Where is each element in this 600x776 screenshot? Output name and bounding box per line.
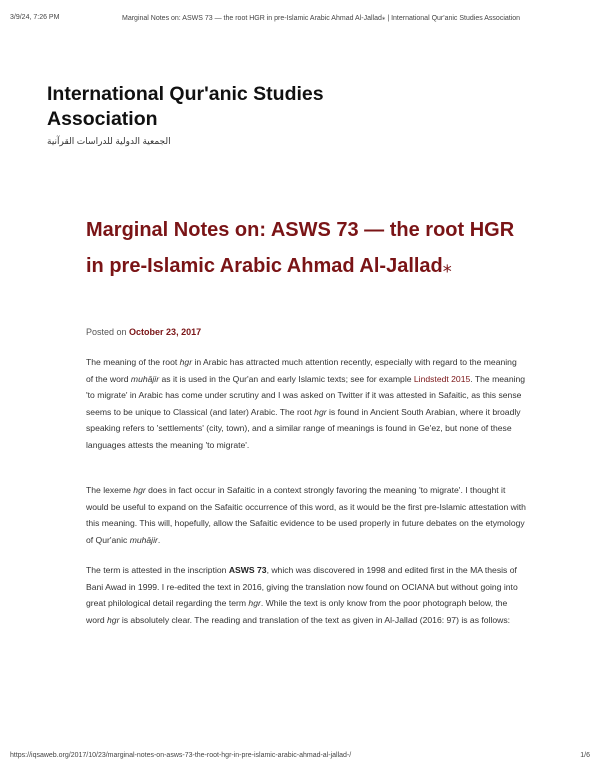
site-title[interactable]: International Qur'anic Studies Association bbox=[47, 83, 324, 130]
post-title bbox=[86, 212, 526, 284]
inscription-name: ASWS 73 bbox=[228, 565, 267, 575]
paragraph-1: The meaning of the root hgr in Arabic has attracted much attention recently, especially with regard to the meaning of the word muhājir as it is used in the Qur'an and early Islamic texts; see for example Lindstedt 2015. The meaning 'to migrate' in Arabic has come under scrutiny and I was asked on Twitter if it was attested in Safaitic, as this sense seems to be unique to Classical (and later) Arabic. The root hgr is found in Ancient South Arabian, where it broadly speaking refers to 'settlements' (city, town), and a similar range of meanings is found in Ge'ez, but none of these languages attests the meaning 'to migrate'. bbox=[86, 357, 526, 450]
paragraph-2: The lexeme hgr does in fact occur in Safaitic in a context strongly favoring the meaning 'to migrate'. I thought it would be useful to expand on the Safaitic occurrence of this word, as it would be the first pre-Islamic attestation with this meaning. This will, hopefully, allow the Safaitic evidence to be used properly in future debates on the etymology of Qur'anic muhājir. bbox=[86, 485, 526, 545]
footnote-mark: ⁎ bbox=[442, 256, 452, 276]
posted-label: Posted on bbox=[86, 327, 127, 337]
posted-date-link[interactable]: October 23, 2017 bbox=[129, 327, 202, 337]
print-url: https://iqsaweb.org/2017/10/23/marginal-notes-on-asws-73-the-root-hgr-in-pre-islamic-arabic-ahmad-al-jallad-/ bbox=[10, 752, 352, 759]
print-date: 3/9/24, 7:26 PM bbox=[10, 14, 60, 21]
print-page-title: Marginal Notes on: ASWS 73 — the root HGR in pre-Islamic Arabic Ahmad Al-Jallad⁎ | International Qur'anic Studies Association bbox=[122, 15, 521, 22]
post-meta bbox=[86, 327, 201, 337]
lindstedt-link[interactable]: Lindstedt 2015 bbox=[413, 373, 471, 384]
page-number: 1/6 bbox=[580, 752, 590, 759]
site-tagline: الجمعية الدولية للدراسات القرآنية bbox=[47, 136, 171, 146]
paragraph-3: The term is attested in the inscription ASWS 73, which was discovered in 1998 and edited first in the MA thesis of Bani Awad in 1999. I re-edited the text in 2016, giving the translation now found on OCIANA but without going into great philological detail regarding the term hgr. While the text is only know from the poor photograph below, the word hgr is absolutely clear. The reading and translation of the text as given in Al-Jallad (2016: 97) is as follows: bbox=[86, 565, 518, 625]
post-title-text: Marginal Notes on: ASWS 73 — the root HGR in pre-Islamic Arabic Ahmad Al-Jallad bbox=[86, 219, 515, 277]
